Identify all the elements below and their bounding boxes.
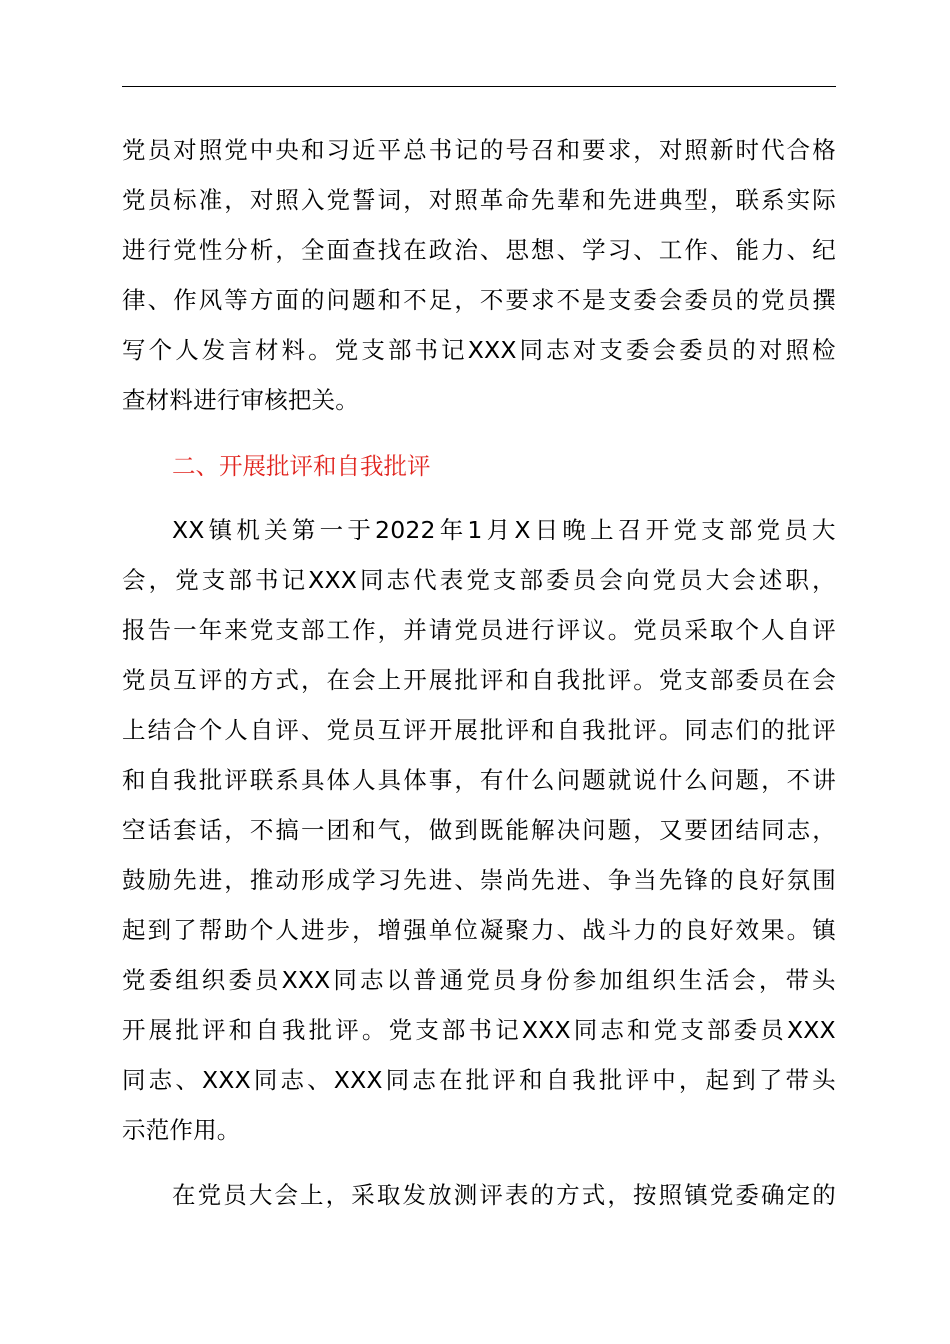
paragraph-2-line: 起 到 了 帮 助 个 人 进 步 ， 增 强 单 位 凝 聚 力 、 战 斗 力 的 良 好 效 果 。 镇 — [122, 916, 836, 944]
paragraph-2-line: 党 员 互 评 的 方 式 ， 在 会 上 开 展 批 评 和 自 我 批 评 。 党 支 部 委 员 在 会 — [122, 666, 836, 694]
paragraph-1-line: 党 员 对 照 党 中 央 和 习 近 平 总 书 记 的 号 召 和 要 求 ， 对 照 新 时 代 合 格 — [122, 136, 836, 164]
header-rule — [122, 86, 836, 87]
paragraph-2-line: 鼓 励 先 进 ， 推 动 形 成 学 习 先 进 、 崇 尚 先 进 、 争 当 先 锋 的 良 好 氛 围 — [122, 866, 836, 894]
paragraph-2-line: 党 委 组 织 委 员 XXX 同 志 以 普 通 党 员 身 份 参 加 组 织 生 活 会 ， 带 头 — [122, 966, 836, 994]
paragraph-2-line: 空 话 套 话 ， 不 搞 一 团 和 气 ， 做 到 既 能 解 决 问 题 ， 又 要 团 结 同 志 ， — [122, 816, 836, 844]
paragraph-2-line: XX 镇 机 关 第 一 于 2022 年 1 月 X 日 晚 上 召 开 党 支 部 党 员 大 — [172, 516, 836, 544]
paragraph-1-line: 写 个 人 发 言 材 料 。 党 支 部 书 记 XXX 同 志 对 支 委 会 委 员 的 对 照 检 — [122, 336, 836, 364]
paragraph-2-line: 开 展 批 评 和 自 我 批 评 。 党 支 部 书 记 XXX 同 志 和 党 支 部 委 员 XXX — [122, 1016, 836, 1044]
paragraph-3-line: 在 党 员 大 会 上 ， 采 取 发 放 测 评 表 的 方 式 ， 按 照 镇 党 委 确 定 的 — [172, 1181, 836, 1209]
paragraph-1-line: 查材料进行审核把关。 — [122, 386, 359, 414]
section-heading: 二、开展批评和自我批评 — [172, 452, 431, 480]
paragraph-2-line: 报 告 一 年 来 党 支 部 工 作 ， 并 请 党 员 进 行 评 议 。 党 员 采 取 个 人 自 评 — [122, 616, 836, 644]
paragraph-2-line: 会 ， 党 支 部 书 记 XXX 同 志 代 表 党 支 部 委 员 会 向 党 员 大 会 述 职 ， — [122, 566, 836, 594]
paragraph-1-line: 律 、 作 风 等 方 面 的 问 题 和 不 足 ， 不 要 求 不 是 支 委 会 委 员 的 党 员 撰 — [122, 286, 836, 314]
paragraph-2-line: 上 结 合 个 人 自 评 、 党 员 互 评 开 展 批 评 和 自 我 批 评 。 同 志 们 的 批 评 — [122, 716, 836, 744]
paragraph-1-line: 进 行 党 性 分 析 ， 全 面 查 找 在 政 治 、 思 想 、 学 习 、 工 作 、 能 力 、 纪 — [122, 236, 836, 264]
paragraph-2-line: 示范作用。 — [122, 1116, 241, 1144]
paragraph-1-line: 党 员 标 准 ， 对 照 入 党 誓 词 ， 对 照 革 命 先 辈 和 先 进 典 型 ， 联 系 实 际 — [122, 186, 836, 214]
paragraph-2-line: 同 志 、 XXX 同 志 、 XXX 同 志 在 批 评 和 自 我 批 评 中 ， 起 到 了 带 头 — [122, 1066, 836, 1094]
paragraph-2-line: 和 自 我 批 评 联 系 具 体 人 具 体 事 ， 有 什 么 问 题 就 说 什 么 问 题 ， 不 讲 — [122, 766, 836, 794]
